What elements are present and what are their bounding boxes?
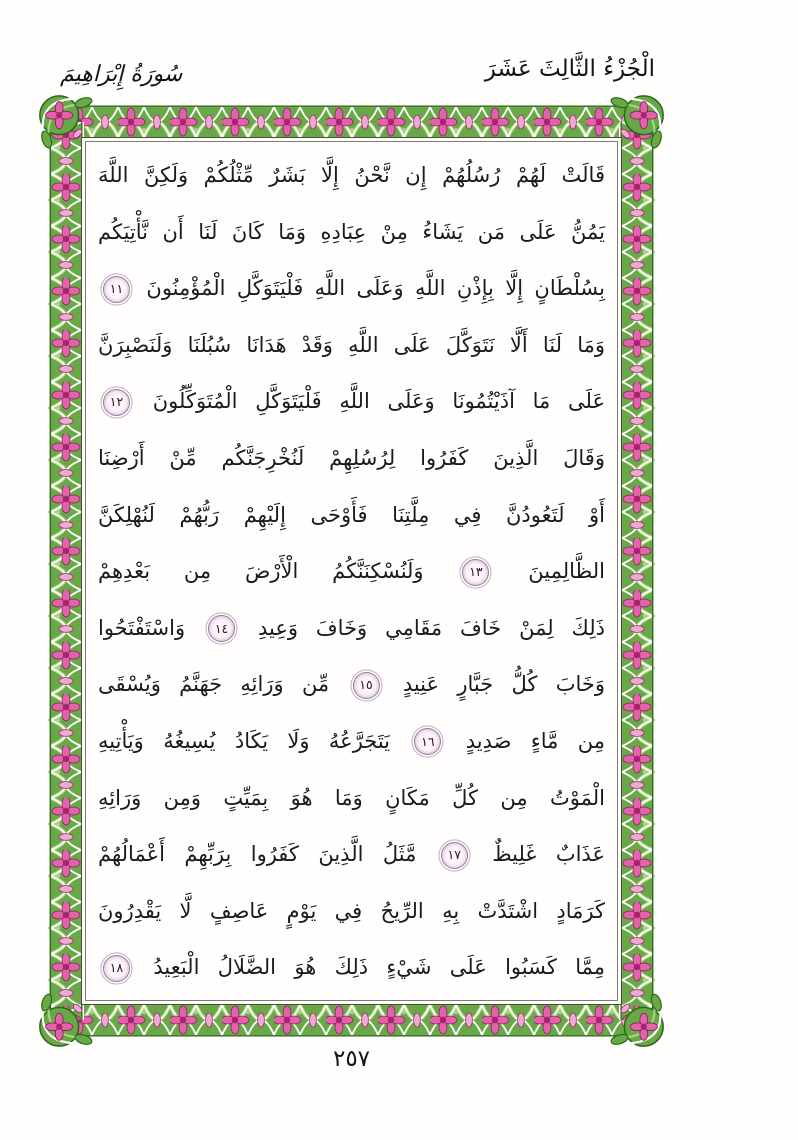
inner-rule-second — [85, 141, 618, 1001]
vine-border-right — [619, 122, 655, 1020]
verse-text: أَوْ لَتَعُودُنَّ فِي مِلَّتِنَا فَأَوْحَى إِلَيْهِمْ رَبُّهُمْ لَنُهْلِكَنَّ — [98, 502, 605, 527]
quran-line — [98, 430, 605, 487]
verse-text: يَمُنُّ عَلَى مَن يَشَاءُ مِنْ عِبَادِهِ وَمَا كَانَ لَنَا أَن نَّأْتِيَكُم — [98, 219, 605, 244]
verse-text: وَمَا لَنَا أَلَّا نَتَوَكَّلَ عَلَى اللَّهِ وَقَدْ هَدَانَا سُبُلَنَا وَلَنَصْبِرَنَّ — [98, 332, 605, 357]
quran-line — [98, 487, 605, 544]
vine-border-top — [66, 104, 637, 140]
quran-line — [98, 204, 605, 261]
verse-text: ذَلِكَ لِمَنْ خَافَ مَقَامِي وَخَافَ وَعِيدِ — [257, 615, 605, 640]
quran-line — [98, 260, 605, 317]
verse-number-medallion: ١١ — [103, 276, 130, 303]
inner-rule-frame — [81, 137, 622, 1005]
verse-number-medallion: ١٥ — [353, 672, 380, 699]
verse-text: وَخَابَ كُلُّ جَبَّارٍ عَنِيدٍ — [402, 672, 605, 697]
quran-line — [98, 543, 605, 600]
verse-text: وَلَنُسْكِنَنَّكُمُ الْأَرْضَ مِن بَعْدِهِمْ — [98, 559, 424, 584]
verse-number-medallion: ١٣ — [462, 559, 489, 586]
verse-text: عَذَابٌ غَلِيظٌ — [492, 842, 605, 867]
verse-text: بِسُلْطَانٍ إِلَّا بِإِذْنِ اللَّهِ وَعَلَى اللَّهِ فَلْيَتَوَكَّلِ الْمُؤْمِنُونَ — [146, 276, 605, 301]
quran-line — [98, 826, 605, 883]
verse-text: وَاسْتَفْتَحُوا — [98, 615, 186, 640]
page-number: ٢٥٧ — [332, 1046, 371, 1072]
quran-line — [98, 713, 605, 770]
verse-number-medallion: ١٨ — [103, 955, 130, 982]
quran-line — [98, 939, 605, 996]
quran-text-block — [98, 147, 605, 996]
verse-number-medallion: ١٧ — [441, 842, 468, 869]
verse-number-medallion: ١٦ — [414, 728, 441, 755]
quran-line — [98, 770, 605, 827]
verse-text: وَقَالَ الَّذِينَ كَفَرُوا لِرُسُلِهِمْ لَنُخْرِجَنَّكُم مِّنْ أَرْضِنَا — [98, 445, 605, 470]
verse-text: مِّن وَرَائِهِ جَهَنَّمُ وَيُسْقَى — [98, 672, 330, 697]
verse-text: مَّثَلُ الَّذِينَ كَفَرُوا بِرَبِّهِمْ أَعْمَالُهُمْ — [98, 842, 417, 867]
verse-text: يَتَجَرَّعُهُ وَلَا يَكَادُ يُسِيغُهُ وَيَأْتِيهِ — [98, 728, 391, 753]
verse-text: الظَّالِمِينَ — [528, 559, 605, 584]
vine-border-bottom — [66, 1002, 637, 1038]
verse-number-medallion: ١٤ — [208, 615, 235, 642]
quran-line — [98, 600, 605, 657]
quran-line — [98, 656, 605, 713]
verse-text: مِن مَّاءٍ صَدِيدٍ — [465, 728, 605, 753]
verse-text: مِمَّا كَسَبُوا عَلَى شَيْءٍ ذَلِكَ هُوَ الضَّلَالُ الْبَعِيدُ — [153, 955, 605, 980]
quran-line — [98, 883, 605, 940]
verse-text: عَلَى مَا آذَيْتُمُونَا وَعَلَى اللَّهِ فَلْيَتَوَكَّلِ الْمُتَوَكِّلُونَ — [152, 389, 605, 414]
verse-text: كَرَمَادٍ اشْتَدَّتْ بِهِ الرِّيحُ فِي يَوْمٍ عَاصِفٍ لَّا يَقْدِرُونَ — [98, 898, 605, 923]
verse-number-medallion: ١٢ — [103, 389, 130, 416]
quran-line — [98, 317, 605, 374]
quran-line — [98, 373, 605, 430]
quran-line — [98, 147, 605, 204]
juz-title: الْجُزْءُ الثَّالِثَ عَشَرَ — [484, 56, 655, 82]
ornamental-frame — [48, 104, 655, 1038]
verse-text: قَالَتْ لَهُمْ رُسُلُهُمْ إِن نَّحْنُ إِلَّا بَشَرٌ مِّثْلُكُمْ وَلَكِنَّ اللَّهَ — [98, 163, 605, 187]
surah-title: سُورَةُ إِبْرَاهِيمَ — [60, 62, 183, 87]
vine-border-left — [48, 122, 84, 1020]
verse-text: الْمَوْتُ مِن كُلِّ مَكَانٍ وَمَا هُوَ بِمَيِّتٍ وَمِن وَرَائِهِ — [98, 785, 605, 810]
